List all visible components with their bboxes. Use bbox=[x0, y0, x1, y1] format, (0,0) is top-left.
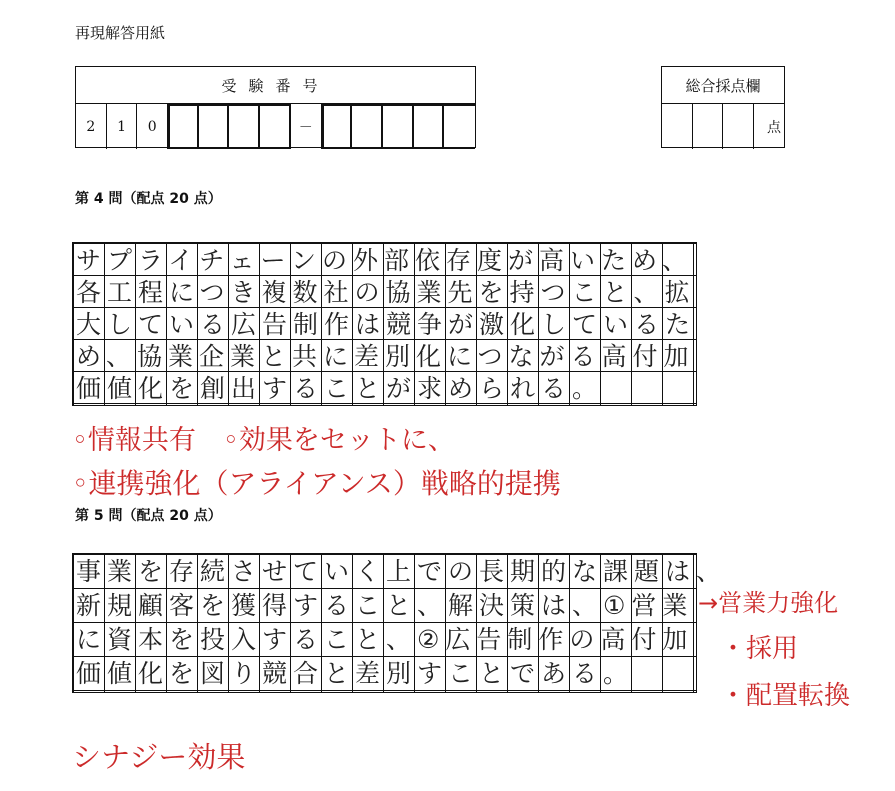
exam-number-box bbox=[75, 66, 476, 148]
q4-note: ◦情報共有 ◦効果をセットに、 bbox=[72, 425, 455, 456]
q5-side-note: →営業力強化 bbox=[698, 589, 839, 617]
q4-answer-line: 各工程につき複数社の協業先を持つこと、拡 bbox=[76, 278, 696, 307]
q5-answer-line: に資本を投入すること、②広告制作の高付加 bbox=[76, 625, 694, 654]
score-header: 総合採点欄 bbox=[662, 67, 784, 104]
score-cell[interactable] bbox=[723, 104, 754, 149]
exam-digit-blank[interactable] bbox=[352, 104, 383, 149]
q4-answer-line: 価値化を創出することが求められる。 bbox=[76, 374, 604, 403]
exam-digit-blank[interactable] bbox=[199, 104, 230, 149]
sheet-title: 再現解答用紙 bbox=[75, 24, 166, 42]
exam-number-header: 受験番号 bbox=[76, 67, 475, 104]
score-cell[interactable] bbox=[662, 104, 693, 149]
exam-digit-blank[interactable] bbox=[229, 104, 260, 149]
q5-heading: 第 5 問（配点 20 点） bbox=[75, 508, 222, 524]
q4-answer-line: め、協業企業と共に差別化につながる高付加 bbox=[76, 342, 695, 371]
score-cell[interactable] bbox=[754, 104, 784, 149]
q5-answer-line: 新規顧客を獲得すること、解決策は、①営業 bbox=[76, 591, 694, 620]
q5-side-note: ・採用 bbox=[720, 634, 799, 664]
q5-answer-grid[interactable] bbox=[72, 553, 728, 693]
exam-digit: 2 bbox=[76, 104, 107, 149]
q5-answer-line: 事業を存続させていく上での長期的な課題は、 bbox=[76, 557, 728, 586]
exam-digit-blank[interactable] bbox=[414, 104, 445, 149]
exam-digit: 1 bbox=[107, 104, 138, 149]
score-box bbox=[661, 66, 785, 148]
exam-number-dash: － bbox=[291, 104, 322, 149]
q4-heading: 第 4 問（配点 20 点） bbox=[75, 191, 222, 207]
score-cell[interactable] bbox=[693, 104, 724, 149]
exam-digit-blank[interactable] bbox=[168, 104, 199, 149]
q5-side-note: ・配置転換 bbox=[720, 681, 851, 711]
exam-digit: 0 bbox=[137, 104, 168, 149]
q4-answer-line: 大している広告制作は競争が激化しているた bbox=[76, 310, 697, 339]
exam-digit-blank[interactable] bbox=[260, 104, 291, 149]
exam-digit-blank[interactable] bbox=[444, 104, 475, 149]
q5-answer-line: 価値化を図り競合と差別すことである。 bbox=[76, 659, 635, 688]
q4-note: ◦連携強化（アライアンス）戦略的提携 bbox=[72, 467, 561, 500]
exam-digit-blank[interactable] bbox=[322, 104, 353, 149]
q4-answer-line: サプライチェーンの外部依存度が高いため、 bbox=[76, 246, 694, 275]
exam-digit-blank[interactable] bbox=[383, 104, 414, 149]
score-unit: 点 bbox=[766, 120, 781, 136]
q4-answer-grid[interactable] bbox=[72, 242, 697, 406]
q5-bottom-note: シナジー効果 bbox=[72, 740, 246, 774]
